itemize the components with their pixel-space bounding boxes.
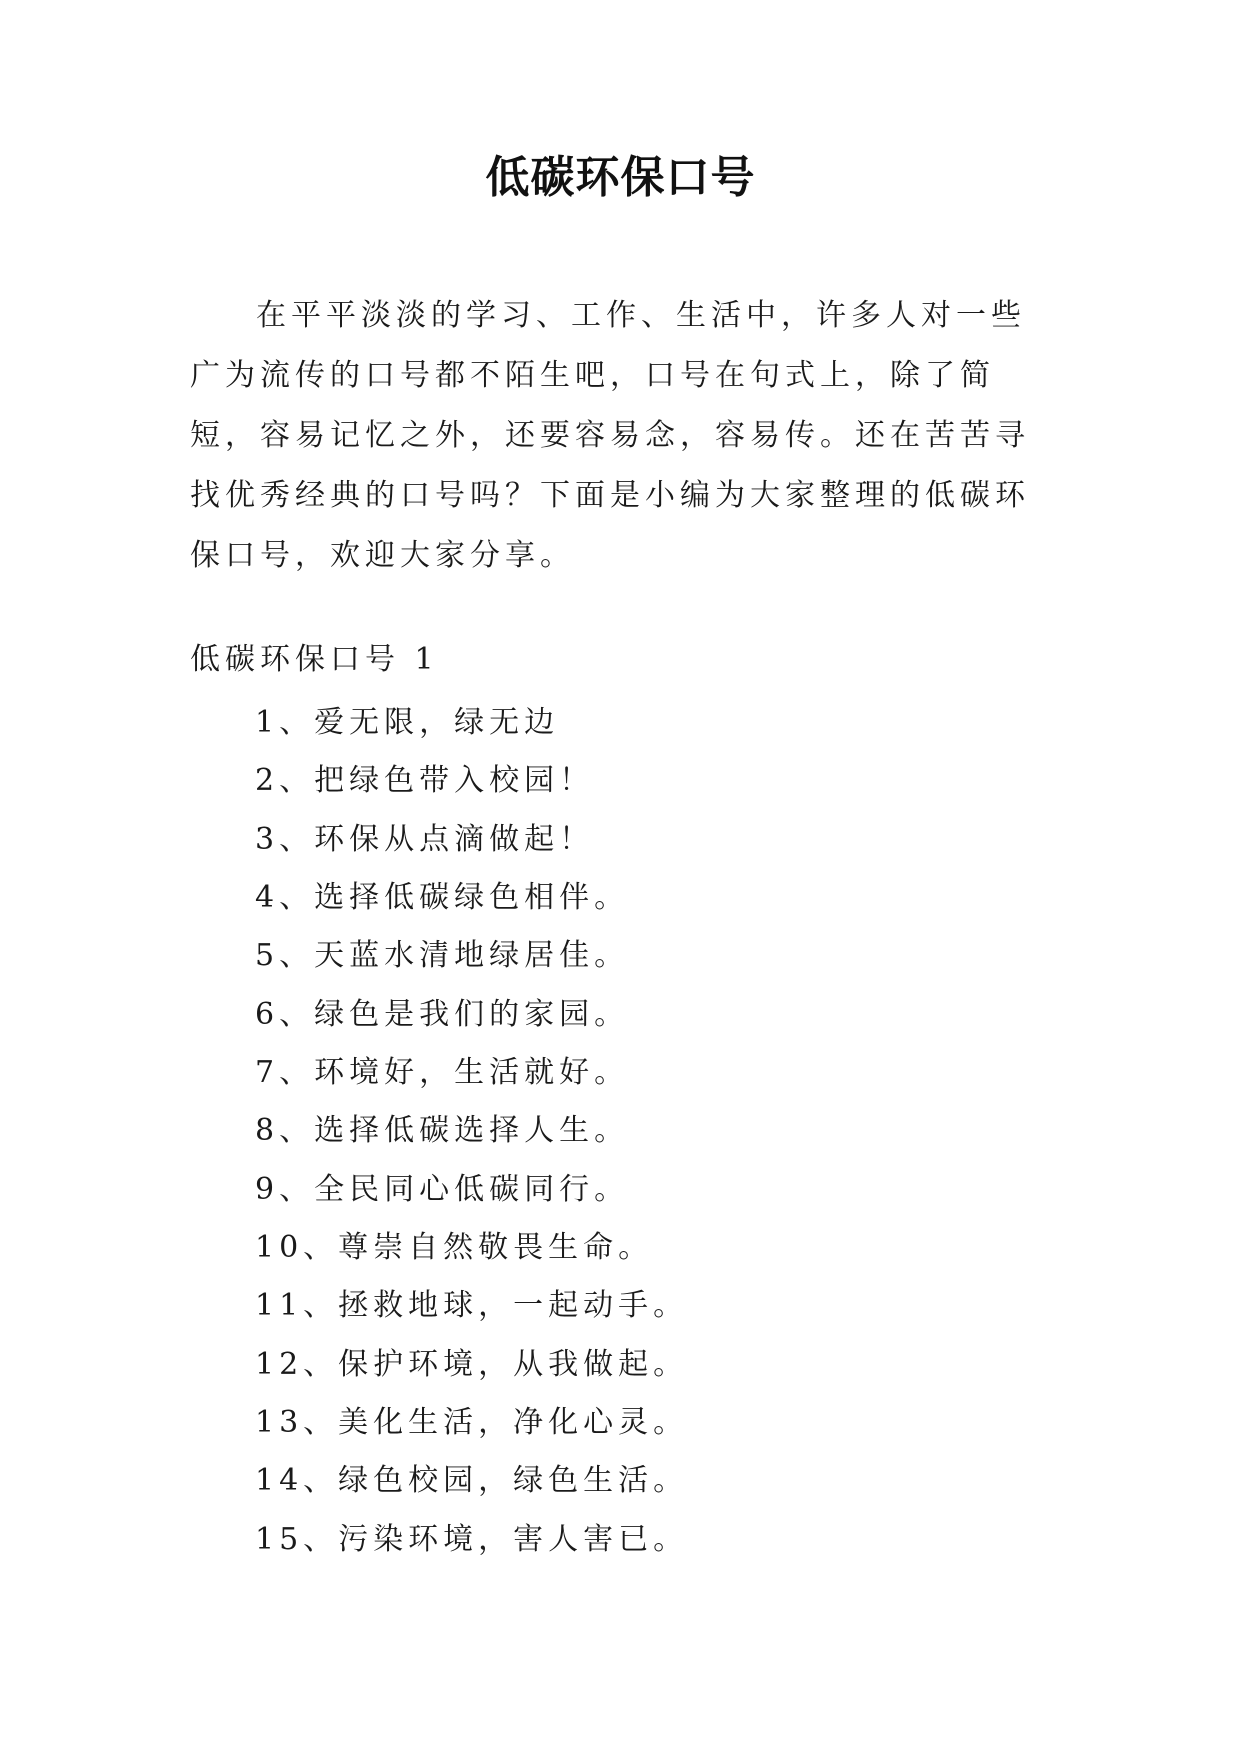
slogan-item: 1、爱无限，绿无边 bbox=[255, 705, 560, 740]
slogan-item: 4、选择低碳绿色相伴。 bbox=[255, 880, 630, 916]
slogan-item: 7、环境好，生活就好。 bbox=[255, 1055, 630, 1091]
intro-paragraph: 在平平淡淡的学习、工作、生活中，许多人对一些广为流传的口号都不陌生吧，口号在句式上，除了简短，容易记忆之外，还要容易念，容易传。还在苦苦寻找优秀经典的口号吗？下面是小编为大家整理的低碳环保口号，欢迎大家分享。 bbox=[190, 298, 1030, 573]
document-title: 低碳环保口号 bbox=[485, 152, 756, 203]
slogan-item: 2、把绿色带入校园！ bbox=[255, 763, 595, 799]
slogan-item: 10、尊崇自然敬畏生命。 bbox=[255, 1230, 654, 1266]
section-heading: 低碳环保口号 1 bbox=[190, 642, 439, 677]
slogan-item: 5、天蓝水清地绿居佳。 bbox=[255, 938, 630, 974]
slogan-item: 6、绿色是我们的家园。 bbox=[255, 996, 630, 1032]
slogan-item: 13、美化生活，净化心灵。 bbox=[255, 1405, 689, 1441]
slogan-item: 12、保护环境，从我做起。 bbox=[255, 1346, 689, 1382]
slogan-item: 9、全民同心低碳同行。 bbox=[255, 1171, 630, 1207]
slogan-item: 3、环保从点滴做起！ bbox=[255, 821, 595, 857]
slogan-item: 11、拯救地球，一起动手。 bbox=[255, 1288, 689, 1324]
slogan-item: 8、选择低碳选择人生。 bbox=[255, 1113, 630, 1149]
slogan-list bbox=[255, 701, 1055, 1576]
slogan-item: 15、污染环境，害人害已。 bbox=[255, 1521, 689, 1557]
slogan-item: 14、绿色校园，绿色生活。 bbox=[255, 1463, 689, 1499]
